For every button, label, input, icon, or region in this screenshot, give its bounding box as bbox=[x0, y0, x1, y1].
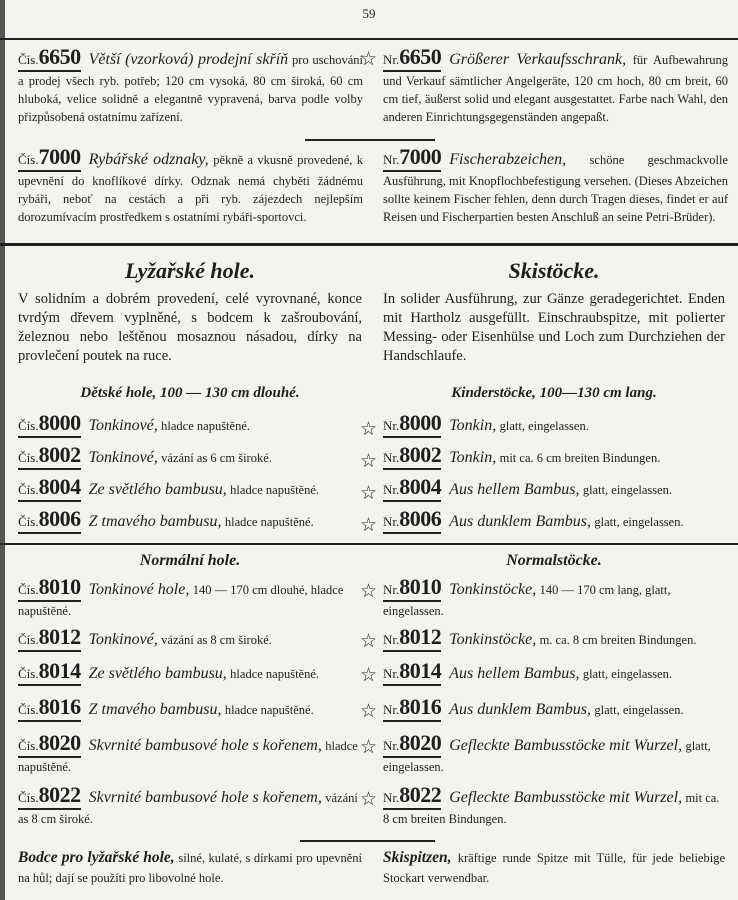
item-description: m. ca. 8 cm breiten Bindungen. bbox=[539, 633, 697, 647]
item-number bbox=[18, 694, 81, 722]
number-prefix: Čís. bbox=[18, 450, 39, 465]
star-icon: ☆ bbox=[360, 631, 378, 652]
item-title: Z tmavého bambusu, bbox=[88, 701, 222, 718]
item-number-value: 8002 bbox=[38, 442, 81, 467]
footer-title: Bodce pro lyžařské hole, bbox=[18, 849, 175, 866]
item-number bbox=[383, 410, 442, 438]
catalog-entry-cz bbox=[18, 574, 363, 620]
number-prefix: Čís. bbox=[18, 52, 39, 67]
number-prefix: Nr. bbox=[383, 514, 400, 529]
item-title: Größerer Verkaufsschrank, bbox=[449, 51, 627, 68]
catalog-entry-de bbox=[383, 730, 728, 776]
item-title: Aus hellem Bambus, bbox=[449, 481, 580, 498]
item-number-value: 8006 bbox=[38, 506, 81, 531]
item-title: Gefleckte Bambusstöcke mit Wurzel, bbox=[449, 789, 683, 806]
item-number-value: 6650 bbox=[38, 44, 81, 69]
star-icon: ☆ bbox=[360, 701, 378, 722]
item-number bbox=[18, 474, 81, 502]
catalog-entry-cz bbox=[18, 44, 364, 126]
intro-cz: V solidním a dobrém provedení, celé vyrovnané, konce tvrdým dřevem vyplněné, s bodcem k zašroubování, železnou nebo leštěnou mosaznou násadou, dírky na provlečení poutek na ruce. bbox=[18, 291, 362, 364]
divider bbox=[305, 139, 435, 141]
item-number-value: 8012 bbox=[399, 624, 442, 649]
item-description: glatt, eingelassen. bbox=[594, 703, 684, 717]
item-number-value: 8000 bbox=[38, 410, 81, 435]
item-number-value: 8020 bbox=[399, 730, 442, 755]
item-title: Tonkinstöcke, bbox=[449, 581, 537, 598]
item-description: pro uschování a prodej všech ryb. potřeb; 120 cm vysoká, 80 cm široká, 60 cm hluboká, velice solidně a elegantně vypravená, barva podle volby přizpůsobená ostatnímu zařízení. bbox=[18, 53, 364, 124]
item-description: hladce napuštěné. bbox=[230, 667, 320, 681]
intro-de: In solider Ausführung, zur Gänze geradegerichtet. Enden mit Hartholz ausgefüllt. Einschraubspitze, mit polierter Messing- oder Eisenhülse und Loch zum Durchziehen der Handschlaufe. bbox=[383, 291, 725, 364]
item-description: 140 — 170 cm lang, glatt, eingelassen. bbox=[383, 583, 671, 618]
item-number bbox=[383, 44, 442, 72]
page-number: 59 bbox=[362, 6, 376, 21]
item-number-value: 7000 bbox=[38, 144, 81, 169]
item-number bbox=[383, 730, 442, 758]
item-number-value: 8006 bbox=[399, 506, 442, 531]
item-description: glatt, eingelassen. bbox=[594, 515, 684, 529]
item-description: hladce napuštěné. bbox=[18, 739, 358, 774]
item-description: vázání as 8 cm široké. bbox=[18, 791, 358, 826]
item-title: Tonkinové, bbox=[88, 449, 158, 466]
item-description: mit ca. 8 cm breiten Bindungen. bbox=[383, 791, 720, 826]
item-number-value: 8002 bbox=[399, 442, 442, 467]
item-number-value: 8022 bbox=[38, 782, 81, 807]
item-number bbox=[383, 658, 442, 686]
item-title: Skvrnité bambusové hole s kořenem, bbox=[88, 737, 322, 754]
divider bbox=[0, 38, 738, 40]
catalog-entry-cz bbox=[18, 410, 363, 438]
number-prefix: Čís. bbox=[18, 152, 39, 167]
item-number bbox=[18, 782, 81, 810]
number-prefix: Čís. bbox=[18, 482, 39, 497]
star-icon: ☆ bbox=[360, 483, 378, 504]
item-number-value: 8014 bbox=[399, 658, 442, 683]
item-title: Tonkin, bbox=[449, 449, 497, 466]
star-icon: ☆ bbox=[360, 581, 378, 602]
item-number bbox=[18, 410, 81, 438]
catalog-entry-cz bbox=[18, 694, 363, 722]
number-prefix: Nr. bbox=[383, 450, 400, 465]
section-heading-de: Skistöcke. bbox=[508, 258, 600, 283]
item-description: glatt, eingelassen. bbox=[582, 667, 673, 681]
item-number bbox=[18, 44, 81, 72]
page-edge-shadow bbox=[0, 0, 5, 900]
catalog-entry-de bbox=[383, 410, 728, 438]
item-number bbox=[18, 144, 81, 172]
item-description: hladce napuštěné. bbox=[161, 419, 251, 433]
item-title: Aus hellem Bambus, bbox=[449, 665, 580, 682]
item-description: hladce napuštěné. bbox=[230, 483, 320, 497]
item-number-value: 8014 bbox=[38, 658, 81, 683]
item-title: Skvrnité bambusové hole s kořenem, bbox=[88, 789, 322, 806]
catalog-entry-de bbox=[383, 144, 728, 226]
item-title: Aus dunklem Bambus, bbox=[449, 513, 592, 530]
catalog-entry-de bbox=[383, 694, 728, 722]
footer-title: Skispitzen, bbox=[383, 849, 452, 866]
footer-description: silné, kulaté, s dírkami pro upevnění na hůl; dají se použíti pro libovolné hole. bbox=[18, 851, 362, 885]
item-number-value: 8010 bbox=[38, 574, 81, 599]
item-description: hladce napuštěné. bbox=[224, 515, 314, 529]
number-prefix: Čís. bbox=[18, 514, 39, 529]
number-prefix: Nr. bbox=[383, 418, 400, 433]
catalog-entry-cz bbox=[18, 730, 363, 776]
item-number bbox=[383, 144, 442, 172]
footer-cz bbox=[18, 848, 362, 888]
item-number bbox=[18, 442, 81, 470]
item-description: schöne geschmackvolle Ausführung, mit Knopflochbefestigung versehen. (Dieses Abzeichen sollte keinem Fischer fehlen, denn durch Tragen dieses, findet er auf Reisen und Fischerpartien besten Anschluß an seine Petri-Brüder). bbox=[383, 153, 728, 224]
item-number bbox=[18, 658, 81, 686]
item-number bbox=[18, 506, 81, 534]
number-prefix: Čís. bbox=[18, 738, 39, 753]
item-title: Tonkinstöcke, bbox=[449, 631, 537, 648]
catalog-entry-de bbox=[383, 442, 728, 470]
catalog-entry-cz bbox=[18, 658, 363, 686]
item-title: Gefleckte Bambusstöcke mit Wurzel, bbox=[449, 737, 683, 754]
item-number-value: 7000 bbox=[399, 144, 442, 169]
number-prefix: Nr. bbox=[383, 632, 400, 647]
number-prefix: Čís. bbox=[18, 582, 39, 597]
item-number bbox=[383, 782, 442, 810]
number-prefix: Nr. bbox=[383, 790, 400, 805]
star-icon: ☆ bbox=[360, 665, 378, 686]
star-icon: ☆ bbox=[360, 419, 378, 440]
item-title: Z tmavého bambusu, bbox=[88, 513, 222, 530]
item-description: vázání as 8 cm široké. bbox=[161, 633, 272, 647]
number-prefix: Čís. bbox=[18, 666, 39, 681]
item-description: glatt, eingelassen. bbox=[499, 419, 589, 433]
divider bbox=[0, 243, 738, 246]
item-title: Tonkinové hole, bbox=[88, 581, 190, 598]
item-number-value: 8010 bbox=[399, 574, 442, 599]
item-number bbox=[383, 506, 442, 534]
item-title: Ze světlého bambusu, bbox=[88, 665, 227, 682]
catalog-entry-de bbox=[383, 474, 728, 502]
star-icon: ☆ bbox=[360, 451, 378, 472]
number-prefix: Čís. bbox=[18, 702, 39, 717]
catalog-entry-de bbox=[383, 624, 728, 652]
catalog-entry-de bbox=[383, 506, 728, 534]
number-prefix: Nr. bbox=[383, 52, 400, 67]
item-number-value: 8012 bbox=[38, 624, 81, 649]
item-description: glatt, eingelassen. bbox=[582, 483, 673, 497]
item-description: für Aufbewahrung und Verkauf sämtlicher Angelgeräte, 120 cm hoch, 80 cm breit, 60 cm tief, äußerst solid und elegant ausgestattet. Farbe nach Wahl, den anderen Einrichtungsgegenständen angepaßt. bbox=[383, 53, 728, 124]
section-heading-cz: Lyžařské hole. bbox=[125, 258, 255, 283]
item-number bbox=[383, 574, 442, 602]
section-heading-cz: Normální hole. bbox=[139, 552, 241, 569]
item-title: Rybářské odznaky, bbox=[88, 151, 209, 168]
item-number bbox=[18, 730, 81, 758]
star-icon: ☆ bbox=[360, 515, 378, 536]
number-prefix: Nr. bbox=[383, 482, 400, 497]
item-title: Tonkin, bbox=[449, 417, 497, 434]
subheading-cz: Dětské hole, 100 — 130 cm dlouhé. bbox=[80, 385, 300, 401]
item-title: Tonkinové, bbox=[88, 417, 158, 434]
item-number bbox=[18, 574, 81, 602]
number-prefix: Nr. bbox=[383, 582, 400, 597]
item-description: pěkně a vkusně provedené, k upevnění do knoflíkové dírky. Odznak nemá chyběti žádnému rybáři, neboť na cestách a při ryb. zájezdech nejlepším dorozumívacím prostředkem s ostatními rybáři-sportovci. bbox=[18, 153, 363, 224]
item-description: hladce napuštěné. bbox=[224, 703, 314, 717]
item-number-value: 8022 bbox=[399, 782, 442, 807]
number-prefix: Nr. bbox=[383, 666, 400, 681]
star-icon: ☆ bbox=[360, 49, 378, 70]
item-number-value: 8016 bbox=[38, 694, 81, 719]
subheading-de: Kinderstöcke, 100—130 cm lang. bbox=[451, 385, 657, 401]
catalog-entry-cz bbox=[18, 474, 363, 502]
catalog-entry-de bbox=[383, 574, 728, 620]
item-title: Větší (vzorková) prodejní skříň bbox=[88, 51, 289, 68]
star-icon: ☆ bbox=[360, 737, 378, 758]
item-number-value: 8020 bbox=[38, 730, 81, 755]
item-number bbox=[383, 694, 442, 722]
item-number-value: 6650 bbox=[399, 44, 442, 69]
item-description: 140 — 170 cm dlouhé, hladce napuštěné. bbox=[18, 583, 344, 618]
number-prefix: Nr. bbox=[383, 702, 400, 717]
item-title: Tonkinové, bbox=[88, 631, 158, 648]
number-prefix: Nr. bbox=[383, 152, 400, 167]
footer-description: kräftige runde Spitze mit Tülle, für jede beliebige Stockart verwendbar. bbox=[383, 851, 726, 885]
item-title: Ze světlého bambusu, bbox=[88, 481, 227, 498]
number-prefix: Nr. bbox=[383, 738, 400, 753]
item-number-value: 8004 bbox=[399, 474, 442, 499]
divider bbox=[0, 543, 738, 545]
star-icon: ☆ bbox=[360, 789, 378, 810]
item-title: Aus dunklem Bambus, bbox=[449, 701, 592, 718]
catalog-entry-cz bbox=[18, 442, 363, 470]
number-prefix: Čís. bbox=[18, 418, 39, 433]
divider bbox=[300, 840, 435, 842]
item-description: vázání as 6 cm široké. bbox=[161, 451, 272, 465]
item-description: mit ca. 6 cm breiten Bindungen. bbox=[499, 451, 661, 465]
item-number bbox=[383, 474, 442, 502]
item-number-value: 8004 bbox=[38, 474, 81, 499]
item-number bbox=[383, 624, 442, 652]
item-number-value: 8016 bbox=[399, 694, 442, 719]
catalog-entry-de bbox=[383, 658, 728, 686]
item-number-value: 8000 bbox=[399, 410, 442, 435]
item-description: glatt, eingelassen. bbox=[383, 739, 711, 774]
number-prefix: Čís. bbox=[18, 790, 39, 805]
catalog-entry-cz bbox=[18, 506, 363, 534]
catalog-entry-cz bbox=[18, 144, 363, 226]
item-number bbox=[18, 624, 81, 652]
catalog-entry-de bbox=[383, 782, 728, 828]
footer-de bbox=[383, 848, 725, 888]
catalog-entry-cz bbox=[18, 782, 363, 828]
section-heading-de: Normalstöcke. bbox=[506, 552, 602, 569]
catalog-entry-de bbox=[383, 44, 728, 126]
catalog-entry-cz bbox=[18, 624, 363, 652]
item-number bbox=[383, 442, 442, 470]
item-title: Fischerabzeichen, bbox=[449, 151, 567, 168]
number-prefix: Čís. bbox=[18, 632, 39, 647]
